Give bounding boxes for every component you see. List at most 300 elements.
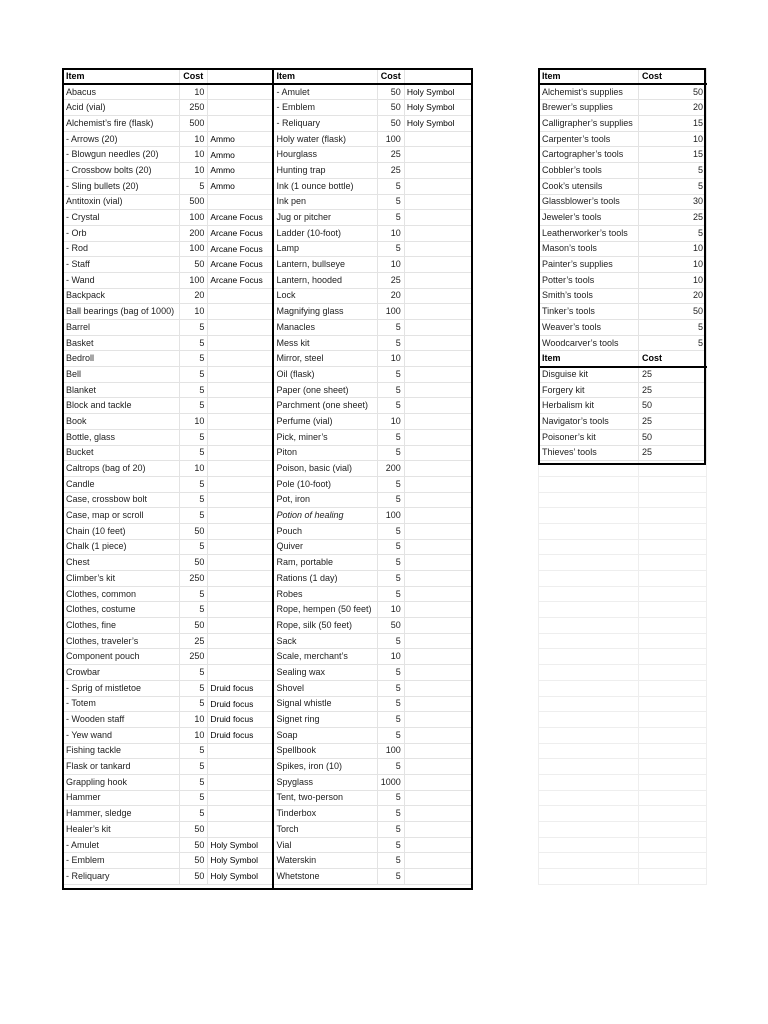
category-cell[interactable]	[208, 84, 273, 100]
item-cell[interactable]: Barrel	[63, 320, 180, 336]
item-cell[interactable]: Ram, portable	[273, 555, 377, 571]
empty-cell[interactable]	[639, 649, 707, 665]
tool-name-cell[interactable]: Glassblower’s tools	[539, 194, 639, 210]
category-cell[interactable]	[404, 853, 472, 869]
cost-cell[interactable]: 50	[377, 618, 404, 634]
empty-cell[interactable]	[539, 665, 639, 681]
kit-name-cell[interactable]: Navigator’s tools	[539, 414, 639, 430]
item-cell[interactable]: Manacles	[273, 320, 377, 336]
cost-cell[interactable]: 5	[180, 445, 208, 461]
item-cell[interactable]: Fishing tackle	[63, 743, 180, 759]
category-cell[interactable]	[208, 523, 273, 539]
tool-name-cell[interactable]: Smith’s tools	[539, 288, 639, 304]
item-cell[interactable]: Vial	[273, 837, 377, 853]
item-cell[interactable]: - Emblem	[63, 853, 180, 869]
item-cell[interactable]: Hourglass	[273, 147, 377, 163]
item-cell[interactable]: Chest	[63, 555, 180, 571]
kit-name-cell[interactable]: Herbalism kit	[539, 398, 639, 414]
category-cell[interactable]	[404, 147, 472, 163]
category-cell[interactable]	[208, 351, 273, 367]
category-cell[interactable]	[404, 712, 472, 728]
item-cell[interactable]: - Sprig of mistletoe	[63, 680, 180, 696]
cost-cell[interactable]: 25	[377, 163, 404, 179]
cost-cell[interactable]: 100	[180, 272, 208, 288]
empty-cell[interactable]	[639, 492, 707, 508]
cost-cell[interactable]: 10	[180, 461, 208, 477]
category-cell[interactable]: Holy Symbol	[404, 84, 472, 100]
cost-cell[interactable]: 50	[180, 523, 208, 539]
cost-cell[interactable]: 10	[180, 414, 208, 430]
item-cell[interactable]: Pouch	[273, 523, 377, 539]
category-cell[interactable]	[404, 414, 472, 430]
cost-cell[interactable]: 10	[180, 304, 208, 320]
category-cell[interactable]	[208, 367, 273, 383]
cost-cell[interactable]: 5	[377, 367, 404, 383]
category-cell[interactable]	[404, 429, 472, 445]
cost-cell[interactable]: 50	[377, 116, 404, 132]
item-cell[interactable]: Quiver	[273, 539, 377, 555]
item-cell[interactable]: Paper (one sheet)	[273, 382, 377, 398]
kit-cost-cell[interactable]: 25	[639, 414, 707, 430]
cost-cell[interactable]: 50	[180, 618, 208, 634]
tool-cost-cell[interactable]: 15	[639, 116, 707, 132]
category-cell[interactable]	[404, 210, 472, 226]
item-cell[interactable]: Clothes, traveler’s	[63, 633, 180, 649]
category-cell[interactable]	[404, 492, 472, 508]
tool-name-cell[interactable]: Potter’s tools	[539, 272, 639, 288]
item-cell[interactable]: Bucket	[63, 445, 180, 461]
empty-cell[interactable]	[639, 743, 707, 759]
cost-cell[interactable]: 5	[180, 759, 208, 775]
cost-cell[interactable]: 5	[180, 382, 208, 398]
tool-name-cell[interactable]: Weaver’s tools	[539, 320, 639, 336]
empty-cell[interactable]	[539, 539, 639, 555]
item-cell[interactable]: Sack	[273, 633, 377, 649]
kit-name-cell[interactable]: Thieves’ tools	[539, 445, 639, 461]
cost-cell[interactable]: 25	[377, 272, 404, 288]
cost-cell[interactable]: 5	[180, 665, 208, 681]
cost-cell[interactable]: 500	[180, 194, 208, 210]
item-cell[interactable]: Potion of healing	[273, 508, 377, 524]
category-cell[interactable]: Holy Symbol	[208, 869, 273, 885]
category-cell[interactable]	[404, 774, 472, 790]
empty-cell[interactable]	[539, 712, 639, 728]
cost-cell[interactable]: 250	[180, 571, 208, 587]
tool-name-cell[interactable]: Alchemist’s supplies	[539, 84, 639, 100]
empty-cell[interactable]	[539, 837, 639, 853]
cost-cell[interactable]: 5	[377, 853, 404, 869]
category-cell[interactable]: Arcane Focus	[208, 272, 273, 288]
item-cell[interactable]: Rations (1 day)	[273, 571, 377, 587]
category-cell[interactable]	[404, 633, 472, 649]
category-cell[interactable]	[208, 461, 273, 477]
category-cell[interactable]	[404, 351, 472, 367]
cost-cell[interactable]: 5	[180, 790, 208, 806]
category-cell[interactable]: Holy Symbol	[404, 100, 472, 116]
item-cell[interactable]: Grappling hook	[63, 774, 180, 790]
empty-cell[interactable]	[539, 774, 639, 790]
category-cell[interactable]	[404, 163, 472, 179]
category-cell[interactable]	[404, 178, 472, 194]
item-cell[interactable]: - Emblem	[273, 100, 377, 116]
item-cell[interactable]: Robes	[273, 586, 377, 602]
cost-cell[interactable]: 10	[377, 649, 404, 665]
item-cell[interactable]: Backpack	[63, 288, 180, 304]
cost-cell[interactable]: 5	[180, 335, 208, 351]
category-cell[interactable]	[404, 288, 472, 304]
cost-cell[interactable]: 5	[377, 398, 404, 414]
cost-cell[interactable]: 5	[180, 586, 208, 602]
empty-cell[interactable]	[639, 727, 707, 743]
cost-cell[interactable]: 100	[377, 743, 404, 759]
cost-cell[interactable]: 10	[377, 602, 404, 618]
category-cell[interactable]	[404, 225, 472, 241]
item-cell[interactable]: Ink (1 ounce bottle)	[273, 178, 377, 194]
cost-cell[interactable]: 5	[377, 476, 404, 492]
cost-cell[interactable]: 5	[180, 476, 208, 492]
category-cell[interactable]	[404, 680, 472, 696]
category-cell[interactable]	[404, 539, 472, 555]
tool-cost-cell[interactable]: 10	[639, 241, 707, 257]
empty-cell[interactable]	[539, 508, 639, 524]
cost-cell[interactable]: 50	[180, 837, 208, 853]
cost-cell[interactable]: 5	[377, 194, 404, 210]
kit-cost-cell[interactable]: 50	[639, 429, 707, 445]
category-cell[interactable]: Ammo	[208, 163, 273, 179]
empty-cell[interactable]	[539, 869, 639, 885]
category-cell[interactable]: Druid focus	[208, 712, 273, 728]
category-cell[interactable]	[404, 241, 472, 257]
category-cell[interactable]	[208, 806, 273, 822]
category-cell[interactable]	[208, 790, 273, 806]
item-cell[interactable]: Jug or pitcher	[273, 210, 377, 226]
category-cell[interactable]	[208, 429, 273, 445]
category-cell[interactable]	[208, 539, 273, 555]
category-cell[interactable]	[404, 618, 472, 634]
tool-name-cell[interactable]: Cartographer’s tools	[539, 147, 639, 163]
cost-cell[interactable]: 5	[180, 806, 208, 822]
cost-cell[interactable]: 5	[377, 241, 404, 257]
item-cell[interactable]: Hunting trap	[273, 163, 377, 179]
cost-cell[interactable]: 5	[377, 382, 404, 398]
category-cell[interactable]	[208, 508, 273, 524]
item-cell[interactable]: Caltrops (bag of 20)	[63, 461, 180, 477]
empty-cell[interactable]	[539, 523, 639, 539]
item-cell[interactable]: Antitoxin (vial)	[63, 194, 180, 210]
category-cell[interactable]	[404, 665, 472, 681]
category-cell[interactable]	[404, 555, 472, 571]
category-cell[interactable]: Arcane Focus	[208, 257, 273, 273]
tool-cost-cell[interactable]: 50	[639, 304, 707, 320]
item-cell[interactable]: - Arrows (20)	[63, 131, 180, 147]
kit-name-cell[interactable]: Poisoner’s kit	[539, 429, 639, 445]
kit-cost-cell[interactable]: 25	[639, 445, 707, 461]
cost-cell[interactable]: 5	[180, 351, 208, 367]
empty-cell[interactable]	[639, 633, 707, 649]
category-cell[interactable]	[208, 304, 273, 320]
cost-cell[interactable]: 5	[377, 445, 404, 461]
item-cell[interactable]: Hammer	[63, 790, 180, 806]
item-cell[interactable]: Lamp	[273, 241, 377, 257]
category-cell[interactable]	[208, 743, 273, 759]
cost-cell[interactable]: 250	[180, 100, 208, 116]
empty-cell[interactable]	[639, 508, 707, 524]
cost-cell[interactable]: 10	[180, 727, 208, 743]
empty-cell[interactable]	[539, 790, 639, 806]
item-cell[interactable]: Perfume (vial)	[273, 414, 377, 430]
item-cell[interactable]: Signal whistle	[273, 696, 377, 712]
cost-cell[interactable]: 5	[377, 320, 404, 336]
category-cell[interactable]	[404, 759, 472, 775]
category-cell[interactable]	[208, 555, 273, 571]
category-cell[interactable]: Holy Symbol	[208, 853, 273, 869]
cost-cell[interactable]: 5	[180, 743, 208, 759]
empty-cell[interactable]	[539, 727, 639, 743]
empty-cell[interactable]	[539, 461, 639, 477]
cost-cell[interactable]: 5	[377, 178, 404, 194]
cost-cell[interactable]: 10	[377, 257, 404, 273]
item-cell[interactable]: - Orb	[63, 225, 180, 241]
category-cell[interactable]	[208, 759, 273, 775]
category-cell[interactable]	[208, 774, 273, 790]
category-cell[interactable]	[404, 727, 472, 743]
category-cell[interactable]	[208, 335, 273, 351]
item-cell[interactable]: - Wooden staff	[63, 712, 180, 728]
tool-cost-cell[interactable]: 15	[639, 147, 707, 163]
item-cell[interactable]: Lantern, bullseye	[273, 257, 377, 273]
category-cell[interactable]	[208, 288, 273, 304]
kit-cost-cell[interactable]: 25	[639, 367, 707, 383]
category-cell[interactable]: Ammo	[208, 131, 273, 147]
item-cell[interactable]: - Amulet	[63, 837, 180, 853]
item-cell[interactable]: Ink pen	[273, 194, 377, 210]
item-cell[interactable]: Torch	[273, 822, 377, 838]
cost-cell[interactable]: 10	[180, 84, 208, 100]
category-cell[interactable]	[208, 492, 273, 508]
cost-cell[interactable]: 5	[180, 508, 208, 524]
item-cell[interactable]: Clothes, fine	[63, 618, 180, 634]
category-cell[interactable]	[208, 571, 273, 587]
item-cell[interactable]: Waterskin	[273, 853, 377, 869]
empty-cell[interactable]	[539, 649, 639, 665]
cost-cell[interactable]: 5	[180, 429, 208, 445]
empty-cell[interactable]	[539, 555, 639, 571]
item-cell[interactable]: - Wand	[63, 272, 180, 288]
category-cell[interactable]	[208, 822, 273, 838]
item-cell[interactable]: Magnifying glass	[273, 304, 377, 320]
cost-cell[interactable]: 100	[180, 241, 208, 257]
item-cell[interactable]: - Yew wand	[63, 727, 180, 743]
tool-name-cell[interactable]: Cook’s utensils	[539, 178, 639, 194]
cost-cell[interactable]: 5	[377, 492, 404, 508]
empty-cell[interactable]	[639, 790, 707, 806]
cost-cell[interactable]: 50	[180, 853, 208, 869]
item-cell[interactable]: Rope, silk (50 feet)	[273, 618, 377, 634]
item-cell[interactable]: Mess kit	[273, 335, 377, 351]
category-cell[interactable]	[404, 131, 472, 147]
cost-cell[interactable]: 5	[180, 367, 208, 383]
category-cell[interactable]	[404, 320, 472, 336]
category-cell[interactable]	[404, 743, 472, 759]
category-cell[interactable]	[208, 618, 273, 634]
category-cell[interactable]	[208, 445, 273, 461]
category-cell[interactable]	[404, 523, 472, 539]
tool-name-cell[interactable]: Carpenter’s tools	[539, 131, 639, 147]
category-cell[interactable]	[404, 476, 472, 492]
tool-name-cell[interactable]: Cobbler’s tools	[539, 163, 639, 179]
category-cell[interactable]	[404, 367, 472, 383]
item-cell[interactable]: - Sling bullets (20)	[63, 178, 180, 194]
cost-cell[interactable]: 5	[377, 429, 404, 445]
category-cell[interactable]	[208, 586, 273, 602]
category-cell[interactable]	[208, 382, 273, 398]
cost-cell[interactable]: 10	[180, 712, 208, 728]
item-cell[interactable]: Spellbook	[273, 743, 377, 759]
tool-cost-cell[interactable]: 5	[639, 178, 707, 194]
tool-cost-cell[interactable]: 5	[639, 335, 707, 351]
item-cell[interactable]: Bedroll	[63, 351, 180, 367]
empty-cell[interactable]	[639, 822, 707, 838]
empty-cell[interactable]	[539, 618, 639, 634]
cost-cell[interactable]: 5	[180, 320, 208, 336]
kit-name-cell[interactable]: Forgery kit	[539, 382, 639, 398]
tool-cost-cell[interactable]: 25	[639, 210, 707, 226]
empty-cell[interactable]	[639, 837, 707, 853]
item-cell[interactable]: Ball bearings (bag of 1000)	[63, 304, 180, 320]
cost-cell[interactable]: 10	[377, 351, 404, 367]
cost-cell[interactable]: 200	[180, 225, 208, 241]
tool-name-cell[interactable]: Woodcarver’s tools	[539, 335, 639, 351]
category-cell[interactable]: Ammo	[208, 178, 273, 194]
empty-cell[interactable]	[639, 680, 707, 696]
cost-cell[interactable]: 5	[180, 602, 208, 618]
category-cell[interactable]	[404, 837, 472, 853]
item-cell[interactable]: Rope, hempen (50 feet)	[273, 602, 377, 618]
item-cell[interactable]: Lock	[273, 288, 377, 304]
category-cell[interactable]: Ammo	[208, 147, 273, 163]
cost-cell[interactable]: 5	[377, 335, 404, 351]
cost-cell[interactable]: 5	[377, 727, 404, 743]
cost-cell[interactable]: 5	[180, 696, 208, 712]
cost-cell[interactable]: 5	[377, 790, 404, 806]
cost-cell[interactable]: 100	[377, 508, 404, 524]
item-cell[interactable]: Case, crossbow bolt	[63, 492, 180, 508]
item-cell[interactable]: Spikes, iron (10)	[273, 759, 377, 775]
empty-cell[interactable]	[539, 586, 639, 602]
tool-name-cell[interactable]: Mason’s tools	[539, 241, 639, 257]
item-cell[interactable]: - Reliquary	[273, 116, 377, 132]
cost-cell[interactable]: 5	[377, 539, 404, 555]
empty-cell[interactable]	[539, 492, 639, 508]
cost-cell[interactable]: 5	[377, 712, 404, 728]
cost-cell[interactable]: 5	[180, 680, 208, 696]
category-cell[interactable]	[404, 806, 472, 822]
empty-cell[interactable]	[639, 602, 707, 618]
cost-cell[interactable]: 5	[377, 665, 404, 681]
cost-cell[interactable]: 25	[377, 147, 404, 163]
category-cell[interactable]	[404, 586, 472, 602]
cost-cell[interactable]: 5	[377, 822, 404, 838]
cost-cell[interactable]: 5	[180, 774, 208, 790]
cost-cell[interactable]: 20	[377, 288, 404, 304]
cost-cell[interactable]: 100	[180, 210, 208, 226]
item-cell[interactable]: Scale, merchant’s	[273, 649, 377, 665]
empty-cell[interactable]	[539, 853, 639, 869]
item-cell[interactable]: Oil (flask)	[273, 367, 377, 383]
cost-cell[interactable]: 200	[377, 461, 404, 477]
empty-cell[interactable]	[539, 743, 639, 759]
empty-cell[interactable]	[539, 696, 639, 712]
tool-name-cell[interactable]: Leatherworker’s tools	[539, 225, 639, 241]
item-cell[interactable]: Clothes, common	[63, 586, 180, 602]
empty-cell[interactable]	[639, 476, 707, 492]
category-cell[interactable]	[208, 633, 273, 649]
tool-name-cell[interactable]: Tinker’s tools	[539, 304, 639, 320]
tool-cost-cell[interactable]: 5	[639, 225, 707, 241]
cost-cell[interactable]: 10	[377, 414, 404, 430]
category-cell[interactable]	[404, 382, 472, 398]
item-cell[interactable]: Pot, iron	[273, 492, 377, 508]
empty-cell[interactable]	[639, 869, 707, 885]
category-cell[interactable]: Druid focus	[208, 680, 273, 696]
category-cell[interactable]	[208, 116, 273, 132]
item-cell[interactable]: - Crystal	[63, 210, 180, 226]
category-cell[interactable]	[208, 665, 273, 681]
cost-cell[interactable]: 5	[377, 210, 404, 226]
tool-cost-cell[interactable]: 50	[639, 84, 707, 100]
cost-cell[interactable]: 1000	[377, 774, 404, 790]
empty-cell[interactable]	[539, 633, 639, 649]
category-cell[interactable]: Holy Symbol	[208, 837, 273, 853]
kit-cost-cell[interactable]: 25	[639, 382, 707, 398]
category-cell[interactable]	[404, 445, 472, 461]
item-cell[interactable]: Flask or tankard	[63, 759, 180, 775]
cost-cell[interactable]: 10	[180, 163, 208, 179]
category-cell[interactable]	[404, 869, 472, 885]
cost-cell[interactable]: 10	[180, 147, 208, 163]
item-cell[interactable]: Candle	[63, 476, 180, 492]
cost-cell[interactable]: 100	[377, 304, 404, 320]
cost-cell[interactable]: 10	[377, 225, 404, 241]
category-cell[interactable]	[208, 100, 273, 116]
category-cell[interactable]	[404, 790, 472, 806]
cost-cell[interactable]: 5	[377, 633, 404, 649]
item-cell[interactable]: Block and tackle	[63, 398, 180, 414]
cost-cell[interactable]: 5	[377, 806, 404, 822]
empty-cell[interactable]	[639, 696, 707, 712]
item-cell[interactable]: Tent, two-person	[273, 790, 377, 806]
item-cell[interactable]: Parchment (one sheet)	[273, 398, 377, 414]
tool-name-cell[interactable]: Calligrapher’s supplies	[539, 116, 639, 132]
item-cell[interactable]: Book	[63, 414, 180, 430]
category-cell[interactable]	[208, 602, 273, 618]
empty-cell[interactable]	[539, 822, 639, 838]
kit-cost-cell[interactable]: 50	[639, 398, 707, 414]
empty-cell[interactable]	[539, 680, 639, 696]
cost-cell[interactable]: 20	[180, 288, 208, 304]
item-cell[interactable]: - Crossbow bolts (20)	[63, 163, 180, 179]
item-cell[interactable]: Tinderbox	[273, 806, 377, 822]
tool-cost-cell[interactable]: 30	[639, 194, 707, 210]
category-cell[interactable]	[404, 304, 472, 320]
cost-cell[interactable]: 500	[180, 116, 208, 132]
item-cell[interactable]: Chain (10 feet)	[63, 523, 180, 539]
item-cell[interactable]: Crowbar	[63, 665, 180, 681]
cost-cell[interactable]: 50	[180, 869, 208, 885]
empty-cell[interactable]	[539, 759, 639, 775]
item-cell[interactable]: Pole (10-foot)	[273, 476, 377, 492]
tool-name-cell[interactable]: Painter’s supplies	[539, 257, 639, 273]
